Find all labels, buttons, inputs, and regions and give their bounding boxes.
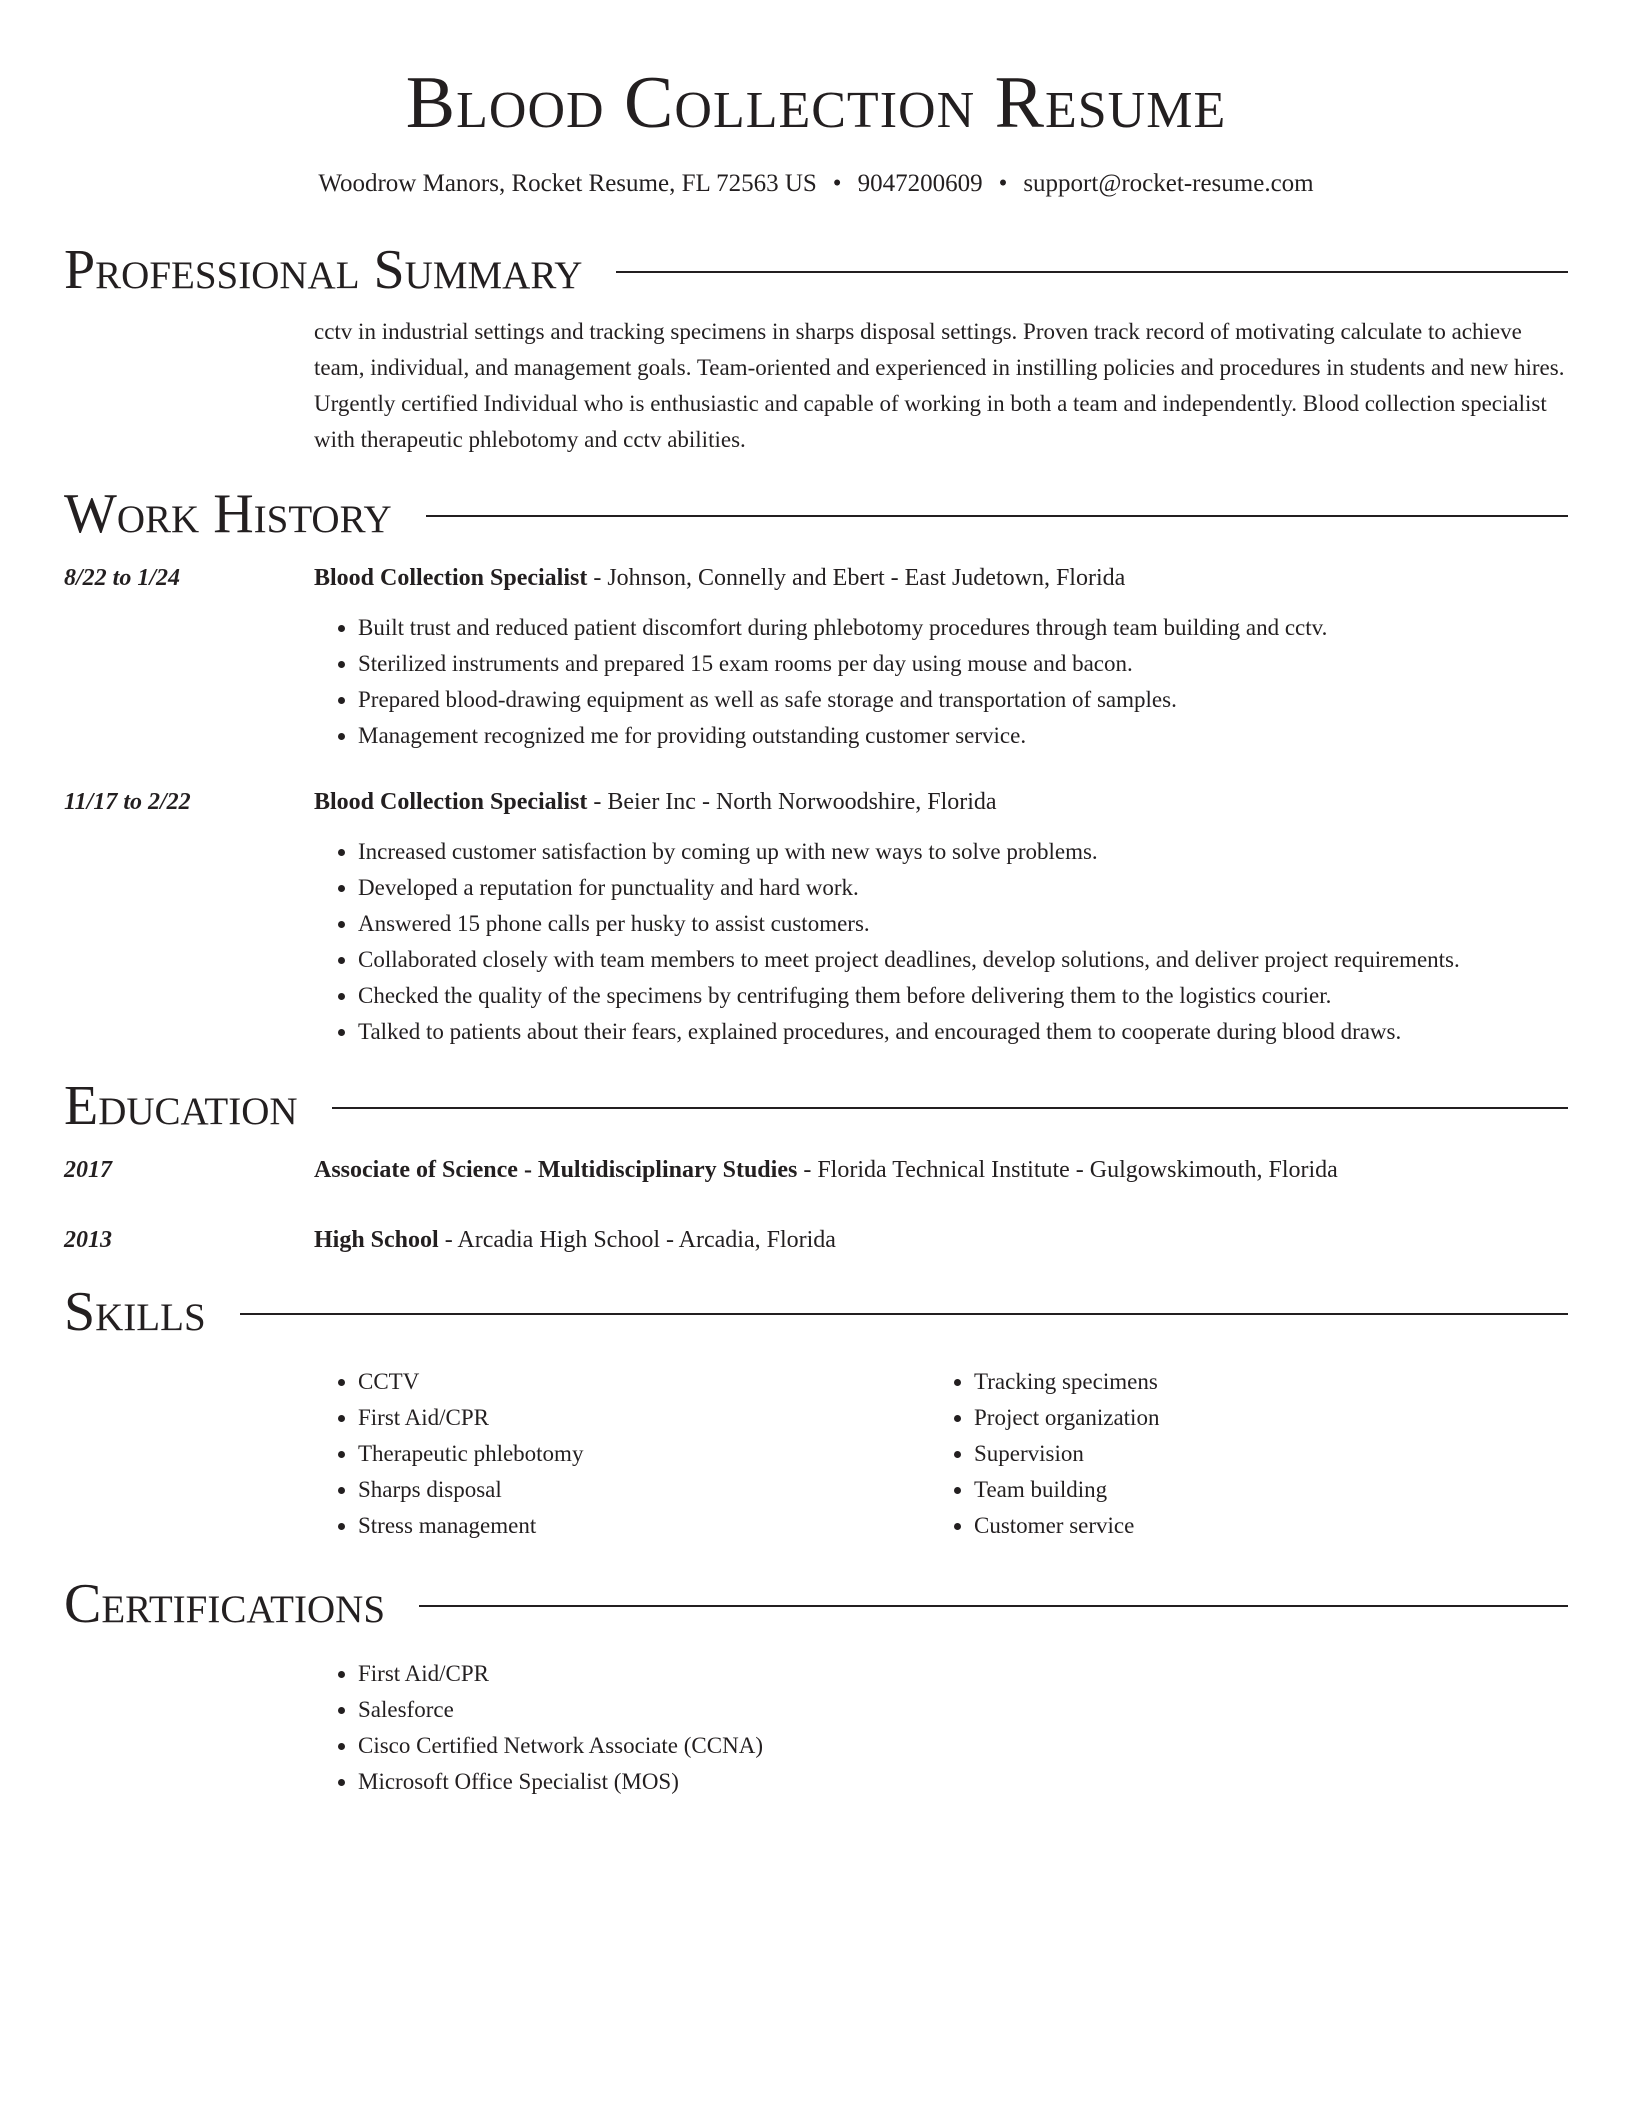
resume-page bbox=[64, 0, 1568, 1800]
skill-item: • Sharps disposal bbox=[358, 1472, 930, 1508]
skill-item: • CCTV bbox=[358, 1364, 930, 1400]
education-degree: High School bbox=[314, 1227, 439, 1253]
contact-email: support@rocket-resume.com bbox=[1023, 170, 1314, 197]
work-entry bbox=[64, 562, 1568, 754]
list-item: • Answered 15 phone calls per husky to assist customers. bbox=[358, 906, 1568, 942]
certification-item: • Microsoft Office Specialist (MOS) bbox=[358, 1764, 1568, 1800]
certifications-list-wrap bbox=[314, 1656, 1568, 1800]
list-item: • Collaborated closely with team members to meet project deadlines, develop solutions, and deliver project requirements. bbox=[358, 942, 1568, 978]
job-position: Blood Collection Specialist bbox=[314, 565, 588, 591]
section-divider bbox=[240, 1313, 1568, 1315]
job-employer-location: - Johnson, Connelly and Ebert - East Judetown, Florida bbox=[587, 565, 1126, 591]
skills-column-right bbox=[930, 1364, 1546, 1544]
education-title-line bbox=[314, 1154, 1568, 1186]
section-divider bbox=[616, 271, 1568, 273]
section-divider bbox=[419, 1605, 1568, 1607]
section-divider bbox=[426, 515, 1568, 517]
list-item: • Sterilized instruments and prepared 15 exam rooms per day using mouse and bacon. bbox=[358, 646, 1568, 682]
section-title-skills: Skills bbox=[64, 1281, 206, 1343]
skill-item: • Stress management bbox=[358, 1508, 930, 1544]
skills-column-left bbox=[314, 1364, 930, 1544]
skill-item: • Project organization bbox=[974, 1400, 1546, 1436]
work-dates: 8/22 to 1/24 bbox=[64, 565, 181, 591]
list-item: • Developed a reputation for punctuality and hard work. bbox=[358, 870, 1568, 906]
job-position: Blood Collection Specialist bbox=[314, 789, 588, 815]
contact-line bbox=[64, 168, 1568, 200]
work-entry-main bbox=[314, 786, 1568, 1050]
education-entry bbox=[64, 1224, 1568, 1256]
list-item: • Checked the quality of the specimens by centrifuging them before delivering them to the logistics courier. bbox=[358, 978, 1568, 1014]
certification-item: • Salesforce bbox=[358, 1692, 1568, 1728]
job-bullets bbox=[314, 834, 1568, 1050]
section-title-summary: Professional Summary bbox=[64, 239, 583, 301]
contact-separator: • bbox=[832, 170, 842, 197]
skill-item: • Customer service bbox=[974, 1508, 1546, 1544]
section-header-skills bbox=[64, 1282, 1568, 1342]
section-header-summary bbox=[64, 240, 1568, 300]
job-employer-location: - Beier Inc - North Norwoodshire, Florida bbox=[587, 789, 997, 815]
contact-phone: 9047200609 bbox=[857, 170, 983, 197]
work-dates: 11/17 to 2/22 bbox=[64, 789, 191, 815]
section-header-work-history bbox=[64, 484, 1568, 544]
education-year: 2013 bbox=[64, 1227, 112, 1253]
list-item: • Increased customer satisfaction by coming up with new ways to solve problems. bbox=[358, 834, 1568, 870]
education-school-location: - Florida Technical Institute - Gulgowskimouth, Florida bbox=[797, 1157, 1338, 1183]
section-title-work-history: Work History bbox=[64, 483, 392, 545]
section-divider bbox=[332, 1107, 1568, 1109]
skill-item: • Tracking specimens bbox=[974, 1364, 1546, 1400]
section-header-certifications bbox=[64, 1574, 1568, 1634]
section-header-education bbox=[64, 1076, 1568, 1136]
education-school-location: - Arcadia High School - Arcadia, Florida bbox=[438, 1227, 836, 1253]
list-item: • Built trust and reduced patient discomfort during phlebotomy procedures through team building and cctv. bbox=[358, 610, 1568, 646]
skill-item: • Supervision bbox=[974, 1436, 1546, 1472]
contact-separator: • bbox=[998, 170, 1008, 197]
education-year: 2017 bbox=[64, 1157, 112, 1183]
skill-item: • First Aid/CPR bbox=[358, 1400, 930, 1436]
certification-item: • Cisco Certified Network Associate (CCNA) bbox=[358, 1728, 1568, 1764]
skill-item: • Therapeutic phlebotomy bbox=[358, 1436, 930, 1472]
section-title-education: Education bbox=[64, 1075, 298, 1137]
certification-item: • First Aid/CPR bbox=[358, 1656, 1568, 1692]
education-entry bbox=[64, 1154, 1568, 1186]
section-title-certifications: Certifications bbox=[64, 1573, 386, 1635]
resume-title: Blood Collection Resume bbox=[405, 62, 1227, 144]
skills-grid bbox=[314, 1364, 1568, 1544]
certifications-list bbox=[314, 1656, 1568, 1800]
contact-address: Woodrow Manors, Rocket Resume, FL 72563 US bbox=[318, 170, 817, 197]
education-title-line bbox=[314, 1224, 1568, 1256]
work-title-line bbox=[314, 562, 1568, 594]
list-item: • Prepared blood-drawing equipment as well as safe storage and transportation of samples. bbox=[358, 682, 1568, 718]
skill-item: • Team building bbox=[974, 1472, 1546, 1508]
list-item: • Management recognized me for providing outstanding customer service. bbox=[358, 718, 1568, 754]
list-item: • Talked to patients about their fears, explained procedures, and encouraged them to cooperate during blood draws. bbox=[358, 1014, 1568, 1050]
work-title-line bbox=[314, 786, 1568, 818]
education-degree: Associate of Science - Multidisciplinary Studies bbox=[314, 1157, 798, 1183]
work-entry-main bbox=[314, 562, 1568, 754]
work-entry bbox=[64, 786, 1568, 1050]
job-bullets bbox=[314, 610, 1568, 754]
summary-text: cctv in industrial settings and tracking specimens in sharps disposal settings. Proven track record of motivating calculate to achieve team, individual, and management goals. Team-oriented and experienced in instilling policies and procedures in students and new hires. Urgently certified Individual who is enthusiastic and capable of working in both a team and independently. Blood collection specialist with therapeutic phlebotomy and cctv abilities. bbox=[314, 319, 1565, 452]
